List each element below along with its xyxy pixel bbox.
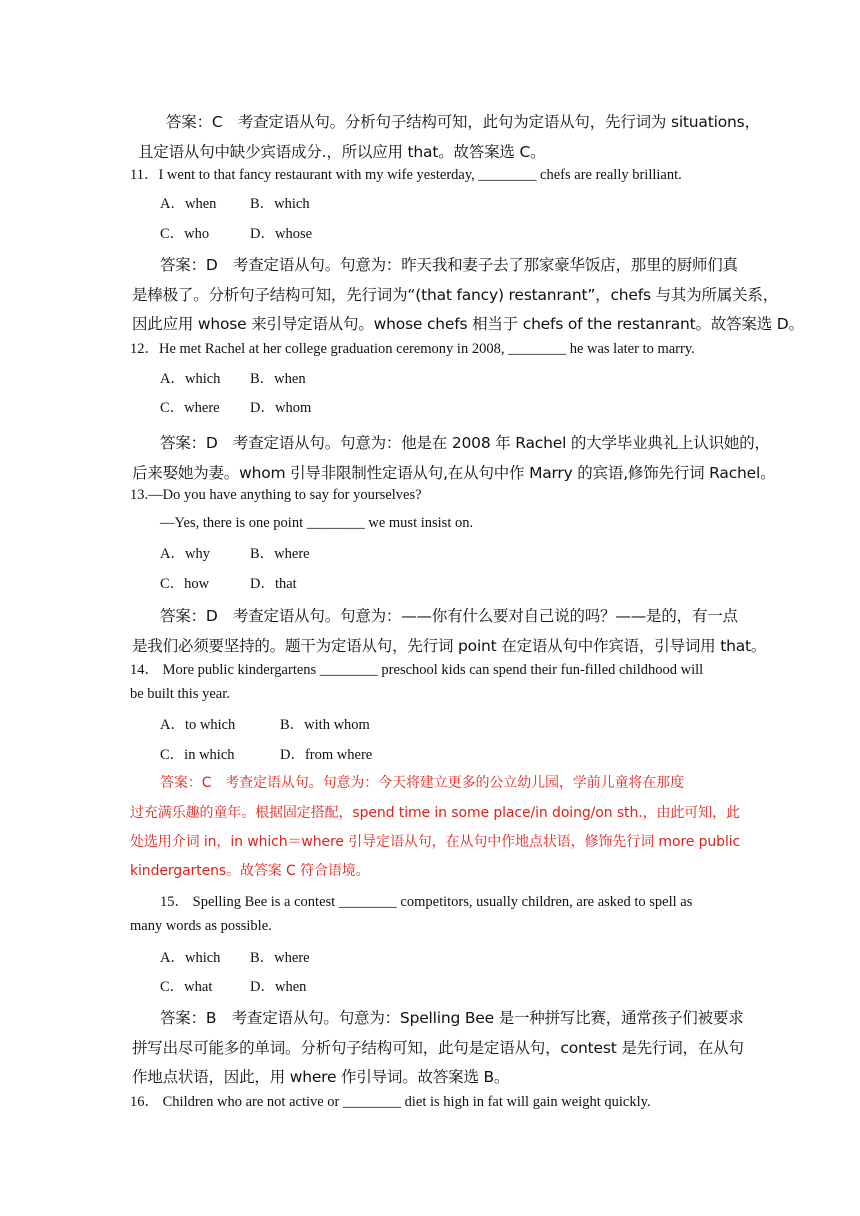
- q14-answer-line-1: 答案：C 考查定语从句。句意为：今天将建立更多的公立幼儿园，学前儿童将在那度: [160, 775, 684, 791]
- q15-answer-line-1: 答案：B 考查定语从句。句意为：Spelling Bee 是一种拼写比赛，通常孩子们被要求: [160, 1009, 744, 1027]
- q15-question: 15． Spelling Bee is a contest ________ competitors, usually children, are asked to spell as: [160, 894, 693, 910]
- q12-option-b: B．when: [250, 371, 306, 387]
- q14-answer-line-3: 处选用介词 in，in which＝where 引导定语从句，在从句中作地点状语，修饰先行词 more public: [130, 834, 741, 850]
- q12-question: 12．He met Rachel at her college graduation ceremony in 2008, ________ he was later to marry.: [130, 341, 695, 357]
- q14-option-d: D．from where: [280, 747, 373, 763]
- q12-option-d: D．whom: [250, 400, 312, 416]
- q10-answer-line-2: 且定语从句中缺少宾语成分.，所以应用 that。故答案选 C。: [138, 143, 546, 161]
- q14-option-c: C．in which: [160, 747, 235, 763]
- q11-option-b: B．which: [250, 196, 310, 212]
- q15-question-continued: many words as possible.: [130, 918, 272, 934]
- q14-option-a: A．to which: [160, 717, 236, 733]
- q15-answer-line-3: 作地点状语，因此，用 where 作引导词。故答案选 B。: [132, 1068, 510, 1086]
- q15-answer-line-2: 拼写出尽可能多的单词。分析句子结构可知，此句是定语从句，contest 是先行词，在从句: [132, 1039, 744, 1057]
- q12-answer-line-2: 后来娶她为妻。whom 引导非限制性定语从句,在从句中作 Marry 的宾语,修饰先行词 Rachel。: [132, 464, 776, 482]
- q10-answer-line-1: 答案：C 考查定语从句。分析句子结构可知，此句为定语从句，先行词为 situations，: [166, 113, 760, 131]
- q14-answer-line-2: 过充满乐趣的童年。根据固定搭配，spend time in some place/in doing/on sth.，由此可知，此: [130, 805, 740, 821]
- q15-option-a: A．which: [160, 950, 221, 966]
- q13-option-c: C．how: [160, 576, 210, 592]
- q11-question: 11．I went to that fancy restaurant with my wife yesterday, ________ chefs are really brilliant.: [130, 167, 682, 183]
- q11-option-c: C．who: [160, 226, 210, 242]
- q13-question-reply: —Yes, there is one point ________ we must insist on.: [160, 515, 474, 531]
- q16-question: 16． Children who are not active or ________ diet is high in fat will gain weight quickly.: [130, 1094, 651, 1110]
- q11-option-a: A．when: [160, 196, 217, 212]
- q11-answer-line-3: 因此应用 whose 来引导定语从句。whose chefs 相当于 chefs of the restanrant。故答案选 D。: [132, 315, 804, 333]
- q13-answer-line-1: 答案：D 考查定语从句。句意为：——你有什么要对自己说的吗？——是的，有一点: [160, 607, 738, 625]
- q13-option-a: A．why: [160, 546, 210, 562]
- q11-answer-line-2: 是棒极了。分析句子结构可知，先行词为“(that fancy) restanrant”，chefs 与其为所属关系，: [132, 286, 779, 304]
- q13-question: 13.—Do you have anything to say for yourselves?: [130, 487, 422, 503]
- q13-option-d: D．that: [250, 576, 297, 592]
- q14-question-continued: be built this year.: [130, 686, 230, 702]
- q13-option-b: B．where: [250, 546, 310, 562]
- q11-answer-line-1: 答案：D 考查定语从句。句意为：昨天我和妻子去了那家豪华饭店，那里的厨师们真: [160, 256, 738, 274]
- q14-option-b: B．with whom: [280, 717, 370, 733]
- q11-option-d: D．whose: [250, 226, 313, 242]
- q12-option-a: A．which: [160, 371, 221, 387]
- q14-question: 14． More public kindergartens ________ preschool kids can spend their fun-filled childhood will: [130, 662, 704, 678]
- q15-option-c: C．what: [160, 979, 213, 995]
- q13-answer-line-2: 是我们必须要坚持的。题干为定语从句，先行词 point 在定语从句中作宾语，引导词用 that。: [132, 637, 767, 655]
- q12-option-c: C．where: [160, 400, 220, 416]
- q12-answer-line-1: 答案：D 考查定语从句。句意为：他是在 2008 年 Rachel 的大学毕业典礼上认识她的，: [160, 434, 770, 452]
- q15-option-d: D．when: [250, 979, 307, 995]
- q14-answer-line-4: kindergartens。故答案 C 符合语境。: [130, 863, 370, 879]
- q15-option-b: B．where: [250, 950, 310, 966]
